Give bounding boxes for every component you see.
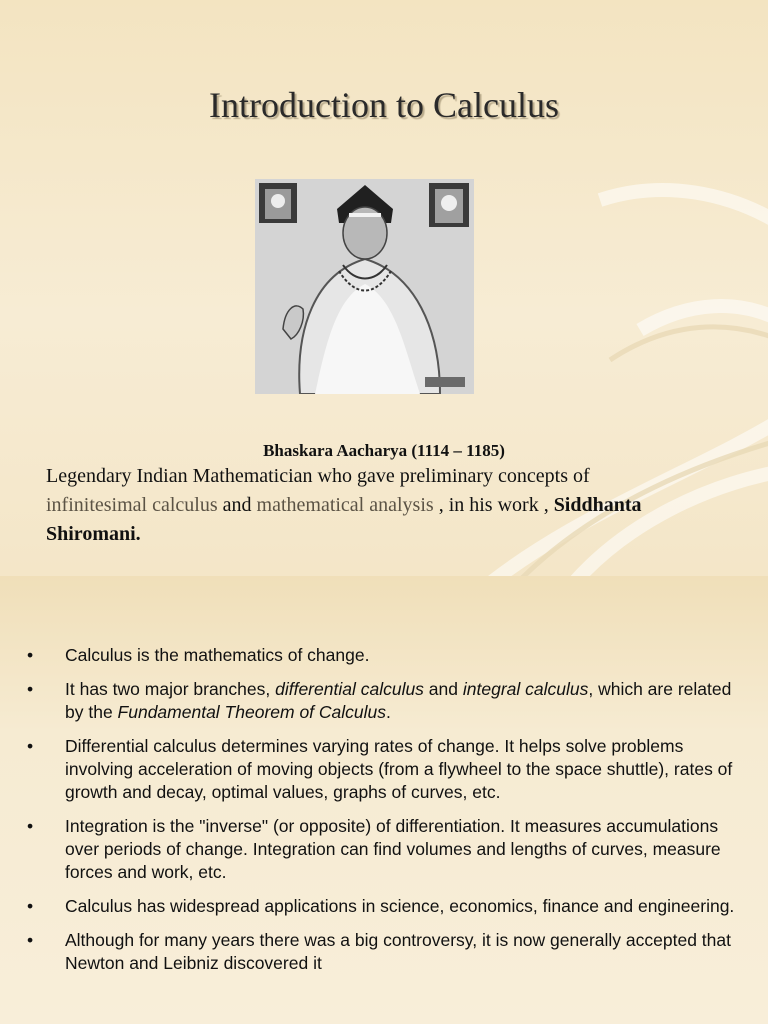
bullet-text: , which are related by the — [65, 679, 732, 722]
term-fundamental-theorem: Fundamental Theorem of Calculus — [117, 702, 387, 722]
bullet-item — [25, 735, 745, 804]
bullet-text: Calculus is the mathematics of change. — [65, 645, 370, 665]
description-connector: and — [217, 494, 257, 516]
work-title: Siddhanta Shiromani. — [46, 494, 642, 545]
bullet-text: . — [386, 702, 391, 722]
bullet-icon: • — [27, 896, 34, 916]
bullet-text: It has two major branches, — [65, 679, 276, 699]
bullet-item — [25, 815, 745, 884]
bullet-item — [25, 895, 745, 918]
portrait-caption: Bhaskara Aacharya (1114 – 1185) — [263, 441, 505, 460]
description-text: Legendary Indian Mathematician who gave preliminary concepts of — [46, 465, 590, 487]
bullet-text: and — [423, 679, 463, 699]
bullet-icon: • — [27, 736, 34, 756]
bullet-text: Calculus has widespread applications in science, economics, finance and engineering. — [65, 896, 735, 916]
term-integral-calculus: integral calculus — [462, 679, 589, 699]
bullet-icon: • — [27, 816, 34, 836]
term-mathematical-analysis: mathematical analysis — [256, 494, 434, 516]
bullet-icon: • — [27, 645, 34, 665]
term-differential-calculus: differential calculus — [275, 679, 424, 699]
slide-calculus-overview — [0, 576, 768, 1024]
bullet-item — [25, 929, 745, 975]
bhaskara-portrait-icon — [255, 179, 474, 394]
description-connector: , in his work , — [433, 494, 554, 516]
bullet-text: Although for many years there was a big controversy, it is now generally accepted that Newton and Leibniz discovered it — [65, 930, 731, 973]
bullet-text: Integration is the "inverse" (or opposite) of differentiation. It measures accumulations over periods of change. Integration can find volumes and lengths of curves, measure forces and work, etc. — [65, 816, 721, 882]
bullet-item — [25, 678, 745, 724]
description-paragraph — [46, 462, 726, 549]
bullet-item — [25, 644, 745, 667]
term-infinitesimal-calculus: infinitesimal calculus — [46, 494, 218, 516]
bullet-icon: • — [27, 930, 34, 950]
bullet-text: Differential calculus determines varying rates of change. It helps solve problems involving acceleration of moving objects (from a flywheel to the space shuttle), rates of growth and decay, optimal values, graphs of curves, etc. — [65, 736, 733, 802]
slide-title: Introduction to Calculus — [209, 85, 559, 125]
bullet-list — [25, 644, 745, 986]
bullet-icon: • — [27, 679, 34, 699]
